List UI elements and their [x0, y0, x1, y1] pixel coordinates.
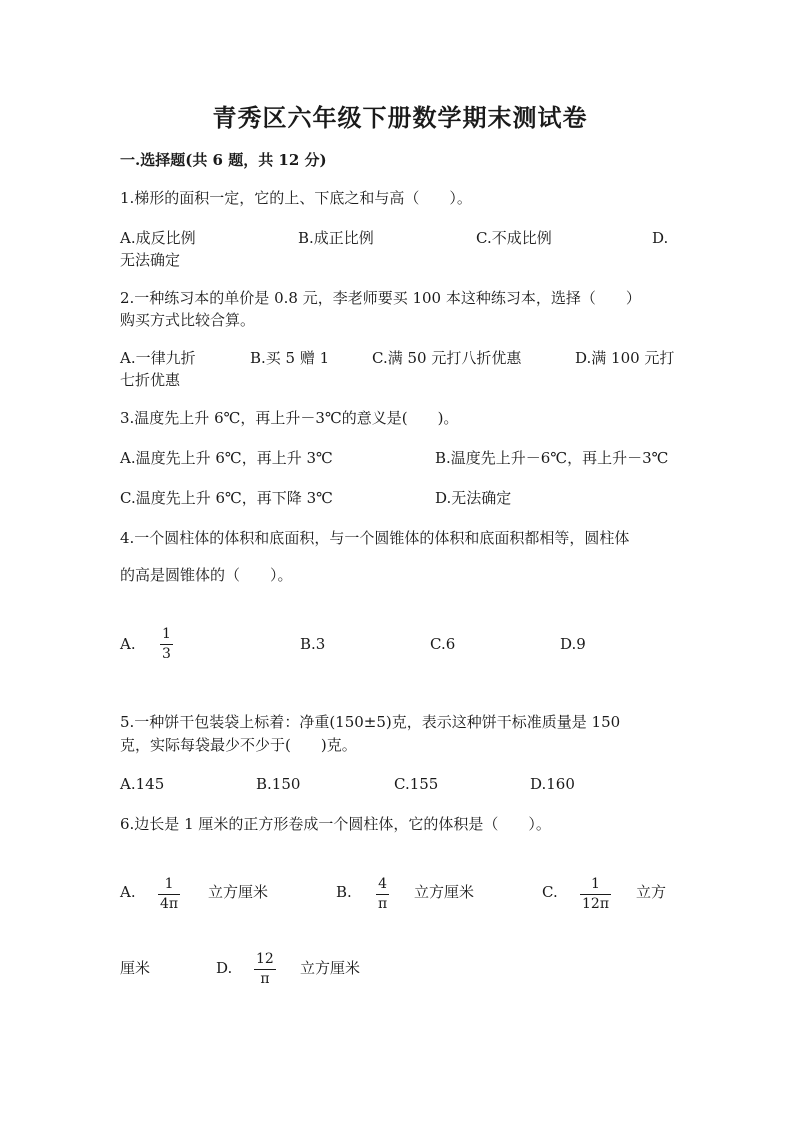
fraction-numerator: 1 — [164, 876, 174, 892]
q6-option-d-label: D. — [216, 959, 233, 977]
fraction-numerator: 4 — [378, 876, 388, 892]
q6-option-c-unit-cont: 厘米 — [120, 959, 151, 977]
fraction-denominator: 12π — [582, 896, 610, 912]
q2-option-c: C.满 50 元打八折优惠 — [372, 349, 522, 367]
fraction-numerator: 1 — [591, 876, 600, 892]
q2-stem-line1: 2.一种练习本的单价是 0.8 元，李老师要买 100 本这种练习本，选择（ ） — [120, 289, 641, 307]
q1-option-d: D. — [652, 229, 669, 247]
q6-option-c-unit: 立方 — [636, 883, 667, 901]
q4-option-b: B.3 — [300, 635, 326, 653]
q2-stem-line2: 购买方式比较合算。 — [120, 311, 256, 329]
q1-option-c: C.不成比例 — [476, 229, 552, 247]
q5-option-a: A.145 — [120, 775, 165, 793]
q6-option-b-label: B. — [336, 883, 352, 901]
q5-option-d: D.160 — [530, 775, 575, 793]
q6-option-a-unit: 立方厘米 — [208, 883, 269, 901]
q6-option-d-fraction — [254, 951, 276, 987]
section-heading: 一.选择题(共 6 题，共 12 分) — [120, 151, 327, 169]
q3-option-b: B.温度先上升－6℃，再上升－3℃ — [435, 449, 669, 467]
q3-option-c: C.温度先上升 6℃，再下降 3℃ — [120, 489, 333, 507]
q6-stem: 6.边长是 1 厘米的正方形卷成一个圆柱体，它的体积是（ ）。 — [120, 815, 551, 833]
fraction-numerator: 12 — [256, 951, 274, 967]
q1-option-a: A.成反比例 — [120, 229, 196, 247]
q4-option-a-label: A. — [120, 635, 136, 653]
q5-stem-line2: 克，实际每袋最少不少于( )克。 — [120, 736, 357, 754]
fraction-bar — [158, 894, 180, 895]
q6-option-a-label: A. — [120, 883, 136, 901]
q2-option-d-cont: 七折优惠 — [120, 371, 181, 389]
q1-option-b: B.成正比例 — [298, 229, 374, 247]
q6-option-b-fraction — [376, 876, 389, 912]
q6-option-d-unit: 立方厘米 — [300, 959, 361, 977]
q6-option-c-fraction — [580, 876, 611, 912]
q6-option-a-fraction — [158, 876, 180, 912]
fraction-bar — [160, 644, 173, 645]
q5-option-c: C.155 — [394, 775, 439, 793]
fraction-denominator: π — [260, 971, 270, 987]
q5-option-b: B.150 — [256, 775, 301, 793]
fraction-numerator: 1 — [162, 626, 171, 642]
q5-stem-line1: 5.一种饼干包装袋上标着：净重(150±5)克，表示这种饼干标准质量是 150 — [120, 713, 621, 731]
fraction-bar — [254, 969, 276, 970]
q4-stem-line2: 的高是圆锥体的（ ）。 — [120, 566, 293, 584]
fraction-denominator: π — [378, 896, 388, 912]
fraction-bar — [376, 894, 389, 895]
q4-option-c: C.6 — [430, 635, 456, 653]
q2-option-d: D.满 100 元打 — [575, 349, 675, 367]
fraction-denominator: 3 — [162, 646, 171, 662]
q4-stem-line1: 4.一个圆柱体的体积和底面积，与一个圆锥体的体积和底面积都相等，圆柱体 — [120, 529, 630, 547]
fraction-bar — [580, 894, 611, 895]
q3-option-a: A.温度先上升 6℃，再上升 3℃ — [120, 449, 333, 467]
q4-option-d: D.9 — [560, 635, 586, 653]
q6-option-c-label: C. — [542, 883, 558, 901]
page-title: 青秀区六年级下册数学期末测试卷 — [212, 103, 588, 132]
q2-option-b: B.买 5 赠 1 — [250, 349, 330, 367]
q2-option-a: A.一律九折 — [120, 349, 196, 367]
q6-option-b-unit: 立方厘米 — [414, 883, 475, 901]
q1-option-d-text: 无法确定 — [120, 251, 181, 269]
q1-stem: 1.梯形的面积一定，它的上、下底之和与高（ ）。 — [120, 189, 472, 207]
fraction-denominator: 4π — [160, 896, 179, 912]
q3-stem: 3.温度先上升 6℃，再上升－3℃的意义是( )。 — [120, 409, 459, 427]
q3-option-d: D.无法确定 — [435, 489, 512, 507]
q4-option-a-fraction — [160, 626, 173, 662]
